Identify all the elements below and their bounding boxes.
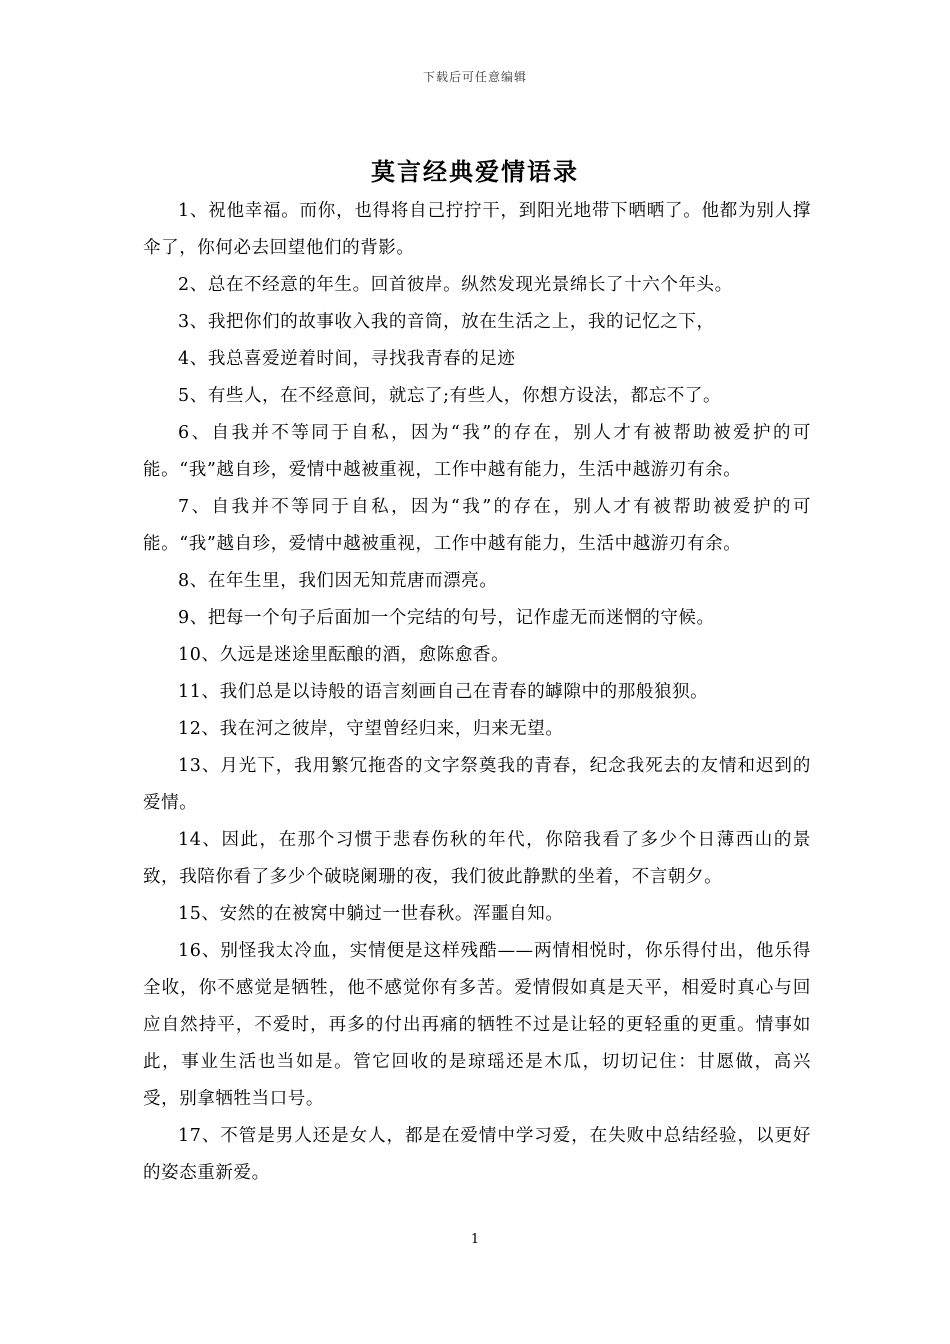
paragraph-11: 11、我们总是以诗般的语言刻画自己在青春的罅隙中的那般狼狈。 <box>178 682 709 702</box>
page-title: 莫言经典爱情语录 <box>371 157 579 186</box>
paragraph-3: 3、我把你们的故事收入我的音筒，放在生活之上，我的记忆之下， <box>178 312 715 332</box>
paragraph-7: 7、自我并不等同于自私，因为“我”的存在，别人才有被帮助被爱护的可能。“我”越自珍，爱情中越被重视，工作中越有能力，生活中越游刃有余。 <box>143 497 811 554</box>
paragraph-10: 10、久远是迷途里酝酿的酒，愈陈愈香。 <box>178 645 510 665</box>
paragraph-17: 17、不管是男人还是女人，都是在爱情中学习爱，在失败中总结经验，以更好的姿态重新爱。 <box>143 1126 811 1183</box>
paragraph-5: 5、有些人，在不经意间，就忘了;有些人，你想方设法，都忘不了。 <box>178 386 722 406</box>
paragraph-6: 6、自我并不等同于自私，因为“我”的存在，别人才有被帮助被爱护的可能。“我”越自珍，爱情中越被重视，工作中越有能力，生活中越游刃有余。 <box>143 423 811 480</box>
paragraph-14: 14、因此，在那个习惯于悲春伤秋的年代，你陪我看了多少个日薄西山的景致，我陪你看了多少个破晓阑珊的夜，我们彼此静默的坐着，不言朝夕。 <box>143 830 811 887</box>
paragraph-13: 13、月光下，我用繁冗拖沓的文字祭奠我的青春，纪念我死去的友情和迟到的爱情。 <box>143 756 811 813</box>
header-note: 下载后可任意编辑 <box>422 70 527 84</box>
paragraph-8: 8、在年生里，我们因无知荒唐而漂亮。 <box>178 571 498 591</box>
page-number: 1 <box>470 1232 480 1247</box>
paragraph-15: 15、安然的在被窝中躺过一世春秋。浑噩自知。 <box>178 904 564 924</box>
paragraph-1: 1、祝他幸福。而你，也得将自己拧拧干，到阳光地带下晒晒了。他都为别人撑伞了，你何必去回望他们的背影。 <box>143 201 811 258</box>
paragraph-16: 16、别怪我太冷血，实情便是这样残酷——两情相悦时，你乐得付出，他乐得全收，你不感觉是牺牲，他不感觉你有多苦。爱情假如真是天平，相爱时真心与回应自然持平，不爱时，再多的付出再痛的牺牲不过是让轻的更轻重的更重。情事如此，事业生活也当如是。管它回收的是琼瑶还是木瓜，切切记住：甘愿做，高兴受，别拿牺牲当口号。 <box>143 941 811 1109</box>
paragraph-4: 4、我总喜爱逆着时间，寻找我青春的足迹 <box>178 349 516 369</box>
paragraph-2: 2、总在不经意的年生。回首彼岸。纵然发现光景绵长了十六个年头。 <box>178 275 733 295</box>
paragraph-9: 9、把每一个句子后面加一个完结的句号，记作虚无而迷惘的守候。 <box>178 608 715 628</box>
document-body <box>143 193 811 1192</box>
paragraph-12: 12、我在河之彼岸，守望曾经归来，归来无望。 <box>178 719 564 739</box>
